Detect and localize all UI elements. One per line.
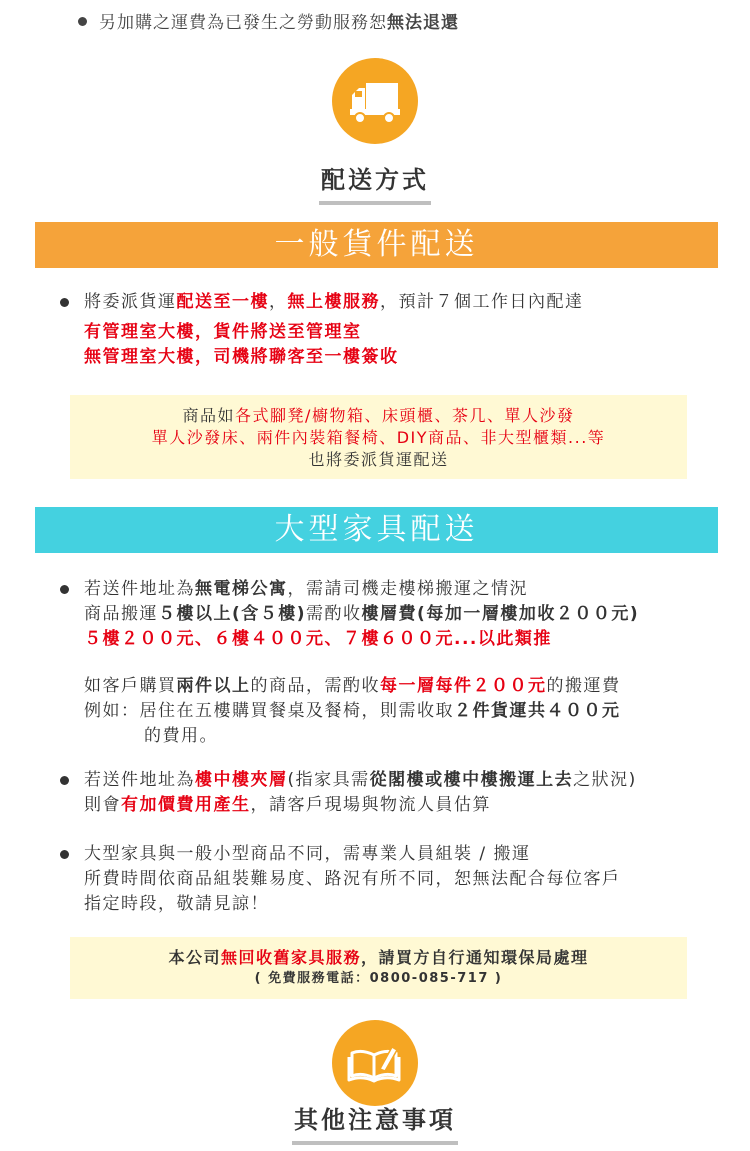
bullet-dot [78,17,87,26]
delivery-section-title: 配送方式 [0,160,750,205]
general-delivery-banner: 一般貨件配送 [35,222,718,268]
bullet-dot [60,298,69,307]
red-note-line: 無管理室大樓，司機將聯客至一樓簽收 [84,347,399,367]
assembly-item: 大型家具與一般小型商品不同，需專業人員組裝 / 搬運 所費時間依商品組裝難易度、路況有所不同，恕無法配合每位客戶 指定時段，敬請見諒！ [60,842,621,917]
large-furniture-banner: 大型家具配送 [35,507,718,553]
mezzanine-item: 若送件地址為樓中樓夾層(指家具需從閣樓或樓中樓搬運上去之狀況) 則會有加價費用產生，請客戶現場與物流人員估算 [60,768,637,818]
truck-icon [332,58,418,144]
bullet-dot [60,585,69,594]
red-note-line: 有管理室大樓，貨件將送至管理室 [84,322,362,342]
refund-note-bold: 無法退還 [387,13,459,33]
bullet-dot [60,776,69,785]
recycling-note-box: 本公司無回收舊家具服務，請買方自行通知環保局處理 ( 免費服務電話：0800-085-717 ) [70,937,687,999]
other-notes-title: 其他注意事項 [0,1100,750,1145]
refund-note-text: 另加購之運費為已發生之勞動服務恕 [99,13,387,33]
book-pen-icon [332,1020,418,1106]
general-note-box: 商品如各式腳凳/櫥物箱、床頭櫃、茶几、單人沙發 單人沙發床、兩件內裝箱餐椅、DIY商品、非大型櫃類...等 也將委派貨運配送 [70,395,687,479]
service-phone: ( 免費服務電話：0800-085-717 ) [254,971,503,986]
refund-note [78,8,459,33]
no-elevator-item: 若送件地址為無電梯公寓，需請司機走樓梯搬運之情況 商品搬運５樓以上(含５樓)需酌收樓層費(每加一層樓加收２００元) ５樓２００元、６樓４００元、７樓６００元...以此類推 如客戶購買兩件以上的商品，需酌收每一層每件２００元的搬運費 例如：居住在五樓購買餐桌及餐椅，則需收取２件貨運共４００元 的費用。 [60,577,639,749]
bullet-dot [60,850,69,859]
general-delivery-item: 將委派貨運配送至一樓，無上樓服務，預計７個工作日內配達 有管理室大樓，貨件將送至管理室 無管理室大樓，司機將聯客至一樓簽收 [60,290,584,370]
